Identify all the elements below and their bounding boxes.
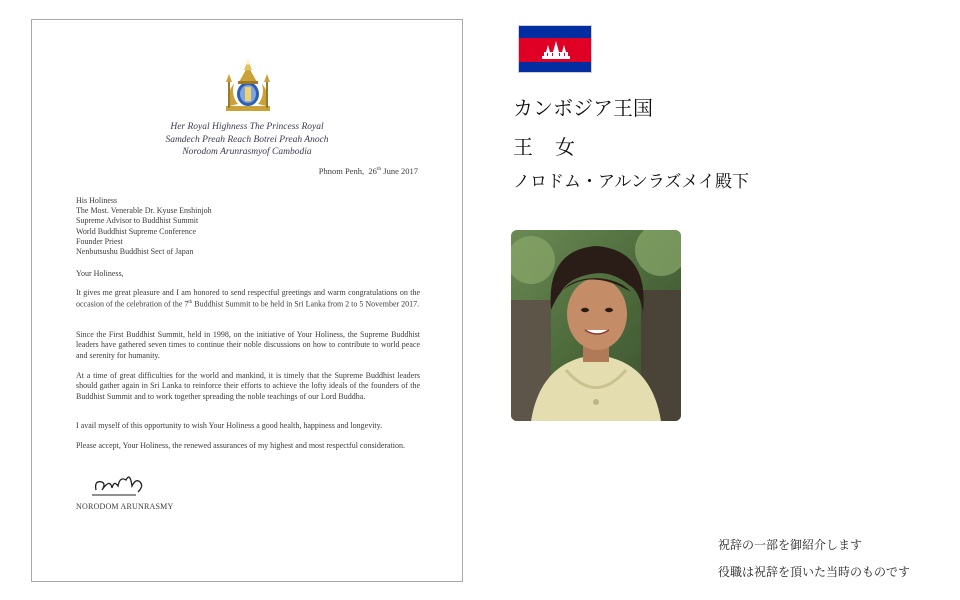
- body-paragraph: At a time of great difficulties for the world and mankind, it is timely that the Supreme Buddhist leaders should gather again in Sri Lanka to reinforce their efforts to achieve the lofty ideals of the founders of the Buddhist Summit and to work together spreading the noble teachings of our Lord Buddha.: [76, 371, 420, 401]
- addressee-line: The Most. Venerable Dr. Kyuse Enshinjoh: [76, 206, 212, 216]
- addressee-line: Nenbutsushu Buddhist Sect of Japan: [76, 247, 194, 257]
- royal-crest-icon: [222, 58, 274, 114]
- heading-line: Samdech Preah Reach Botrei Preah Anoch: [165, 134, 329, 145]
- portrait-photo: [511, 230, 681, 421]
- person-name: ノロドム・アルンラズメイ殿下: [513, 172, 750, 192]
- cambodia-flag-icon: [518, 25, 592, 73]
- letter-heading: [32, 121, 462, 159]
- caption-note: 役職は祝辞を頂いた当時のものです: [718, 565, 911, 579]
- body-paragraph: I avail myself of this opportunity to wish Your Holiness a good health, happiness and longevity.: [76, 421, 383, 430]
- addressee-line: His Holiness: [76, 196, 118, 205]
- royal-title: 王女: [513, 135, 597, 159]
- angkor-wat-icon: [540, 39, 572, 61]
- letter-date: Phnom Penh, 26th June 2017: [318, 166, 418, 176]
- body-paragraph: Please accept, Your Holiness, the renewed assurances of my highest and most respectful consideration.: [76, 441, 406, 450]
- letter-document: [31, 19, 463, 582]
- salutation: Your Holiness,: [76, 269, 124, 278]
- heading-line: Norodom Arunrasmyof Cambodia: [182, 147, 312, 157]
- heading-line: Her Royal Highness The Princess Royal: [170, 122, 324, 132]
- addressee-line: Supreme Advisor to Buddhist Summit: [76, 216, 199, 226]
- signatory-name: NORODOM ARUNRASMY: [76, 502, 174, 511]
- addressee-line: World Buddhist Supreme Conference: [76, 226, 196, 236]
- addressee-block: [76, 196, 212, 257]
- body-paragraph: It gives me great pleasure and I am honored to send respectful greetings and warm congratulations on the occasion of the celebration of the 7th Buddhist Summit to be held in Sri Lanka from 2 to 5 November 2017.: [76, 288, 420, 309]
- body-paragraph: Since the First Buddhist Summit, held in 1998, on the initiative of Your Holiness, the Supreme Buddhist leaders have gathered seven times to continue their noble discussions on how to contribute to world peace and serenity for humanity.: [76, 330, 420, 360]
- caption-note: 祝辞の一部を御紹介します: [718, 538, 863, 552]
- country-name: カンボジア王国: [513, 96, 653, 120]
- addressee-line: Founder Priest: [76, 236, 123, 246]
- handwritten-signature: [90, 468, 150, 498]
